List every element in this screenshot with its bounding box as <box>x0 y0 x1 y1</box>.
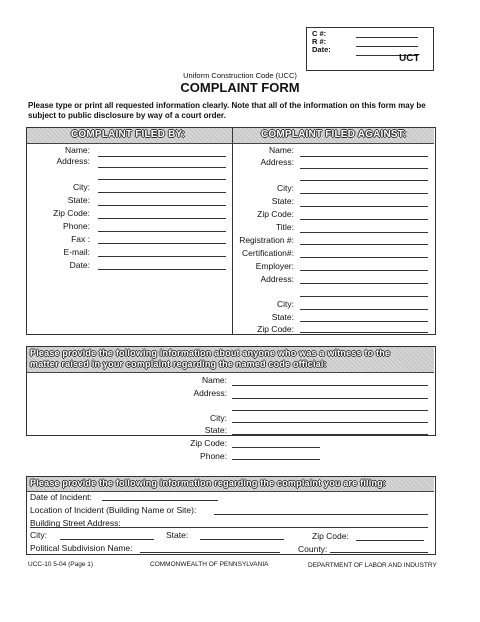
filed-against-name-field[interactable] <box>300 156 428 157</box>
filed-against-registration-label: Registration #: <box>239 235 294 245</box>
filed-against-address-field-2[interactable] <box>300 180 428 181</box>
filed-against-employer-state-label: State: <box>271 312 294 322</box>
incident-city-label: City: <box>30 530 47 540</box>
filed-by-date-field[interactable] <box>98 269 226 270</box>
witness-city-field[interactable] <box>232 422 428 423</box>
filed-against-employer-label: Employer: <box>255 261 294 271</box>
office-code: UCT <box>399 53 420 64</box>
filed-by-address-field-1[interactable] <box>98 167 226 168</box>
filed-by-address-field-2[interactable] <box>98 179 226 180</box>
complaint-heading: Please provide the following information regarding the complaint you are filing: <box>30 478 387 488</box>
witness-address-label: Address: <box>193 388 227 398</box>
filed-by-state-label: State: <box>67 195 90 205</box>
filed-against-heading: COMPLAINT FILED AGAINST: <box>261 129 407 140</box>
witness-city-label: City: <box>210 413 227 423</box>
filed-by-zip-field[interactable] <box>98 218 226 219</box>
form-subtitle: Uniform Construction Code (UCC) <box>183 71 297 80</box>
filed-against-city-label: City: <box>277 183 294 193</box>
filed-by-phone-label: Phone: <box>63 221 90 231</box>
filed-against-address-label: Address: <box>260 157 294 167</box>
witness-banner <box>27 347 434 373</box>
filed-against-employer-address-field-1[interactable] <box>300 283 428 284</box>
filed-against-employer-address-label: Address: <box>260 274 294 284</box>
filed-against-certification-label: Certification#: <box>242 248 294 258</box>
filed-by-zip-label: Zip Code: <box>53 208 90 218</box>
witness-address-field-1[interactable] <box>232 398 428 399</box>
filed-against-employer-address-field-2[interactable] <box>300 296 428 297</box>
witness-heading-line-2: matter raised in your complaint regarding the named code official: <box>30 359 327 369</box>
filed-against-certification-field[interactable] <box>300 257 428 258</box>
filed-against-employer-state-field[interactable] <box>300 321 428 322</box>
filed-by-email-label: E-mail: <box>63 247 90 257</box>
case-c-label: C #: <box>312 29 327 38</box>
filed-by-name-field[interactable] <box>98 156 226 157</box>
filed-by-fax-label: Fax : <box>71 234 90 244</box>
filed-against-title-label: Title: <box>275 222 294 232</box>
incident-zip-field[interactable] <box>356 540 424 541</box>
form-id: UCC-10 5-04 (Page 1) <box>28 561 94 568</box>
incident-location-field[interactable] <box>214 514 428 515</box>
filed-against-registration-field[interactable] <box>300 244 428 245</box>
instructions: Please type or print all requested information clearly. Note that all of the information on this form may be subject to public disclosure by way of a court order. <box>28 101 426 120</box>
witness-heading-line-1: Please provide the following information about anyone who was a witness to the <box>30 348 391 358</box>
witness-zip-label: Zip Code: <box>190 438 227 448</box>
filed-by-date-label: Date: <box>69 260 90 270</box>
filed-against-city-field[interactable] <box>300 193 428 194</box>
witness-name-field[interactable] <box>232 385 428 386</box>
column-divider <box>232 127 233 334</box>
filed-by-city-label: City: <box>73 182 90 192</box>
filed-against-state-field[interactable] <box>300 206 428 207</box>
filed-against-title-field[interactable] <box>300 232 428 233</box>
filed-against-employer-city-field[interactable] <box>300 309 428 310</box>
filed-by-banner <box>27 128 232 144</box>
filed-against-banner <box>233 128 434 144</box>
filed-against-name-label: Name: <box>268 145 294 155</box>
county-label: County: <box>298 544 328 554</box>
filed-against-employer-city-label: City: <box>277 299 294 309</box>
building-street-field[interactable] <box>30 527 428 528</box>
filed-by-phone-field[interactable] <box>98 231 226 232</box>
case-r-field[interactable] <box>356 46 418 47</box>
filed-against-employer-zip-label: Zip Code: <box>257 324 294 334</box>
political-subdivision-label: Political Subdivision Name: <box>30 543 133 553</box>
filed-against-zip-field[interactable] <box>300 219 428 220</box>
complaint-banner <box>27 477 434 492</box>
building-street-label: Building Street Address: <box>30 518 121 528</box>
witness-state-field[interactable] <box>232 434 428 435</box>
case-date-label: Date: <box>312 45 331 54</box>
filed-against-zip-label: Zip Code: <box>257 209 294 219</box>
filed-by-heading: COMPLAINT FILED BY: <box>71 129 186 140</box>
case-c-field[interactable] <box>356 37 418 38</box>
case-r-label: R #: <box>312 37 327 46</box>
filed-against-employer-zip-field[interactable] <box>300 332 428 333</box>
incident-city-field[interactable] <box>60 539 154 540</box>
incident-state-label: State: <box>166 530 189 540</box>
witness-name-label: Name: <box>201 375 227 385</box>
political-subdivision-field[interactable] <box>140 552 280 553</box>
incident-location-label: Location of Incident (Building Name or Site): <box>30 505 197 515</box>
witness-phone-field[interactable] <box>232 459 320 460</box>
filed-by-address-label: Address: <box>56 156 90 166</box>
witness-state-label: State: <box>204 425 227 435</box>
witness-address-field-2[interactable] <box>232 410 428 411</box>
filed-by-name-label: Name: <box>64 145 90 155</box>
filed-by-state-field[interactable] <box>98 205 226 206</box>
witness-phone-label: Phone: <box>200 451 227 461</box>
commonwealth-label: COMMONWEALTH OF PENNSYLVANIA <box>150 561 269 568</box>
filed-by-fax-field[interactable] <box>98 243 226 244</box>
filed-by-email-field[interactable] <box>98 256 226 257</box>
witness-zip-field[interactable] <box>232 447 320 448</box>
incident-date-label: Date of Incident: <box>30 492 92 502</box>
county-field[interactable] <box>330 552 428 553</box>
filed-against-employer-field[interactable] <box>300 270 428 271</box>
page-title: COMPLAINT FORM <box>180 80 300 95</box>
filed-against-state-label: State: <box>271 196 294 206</box>
incident-state-field[interactable] <box>200 539 284 540</box>
filed-against-address-field-1[interactable] <box>300 168 428 169</box>
filed-by-city-field[interactable] <box>98 192 226 193</box>
incident-date-field[interactable] <box>102 500 218 501</box>
department-label: DEPARTMENT OF LABOR AND INDUSTRY <box>308 562 437 569</box>
incident-zip-label: Zip Code: <box>312 531 349 541</box>
